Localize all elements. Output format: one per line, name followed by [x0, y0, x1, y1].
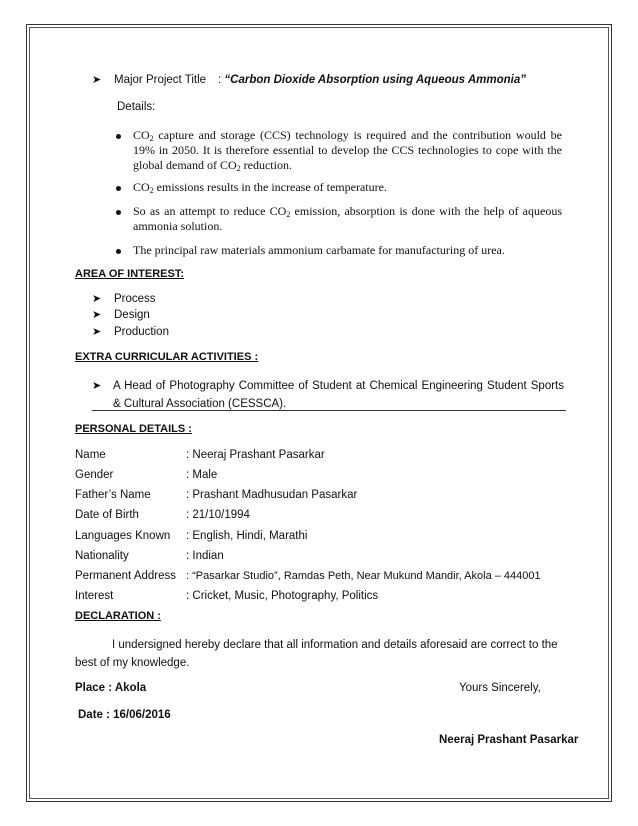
interest-item-label: Process [114, 293, 156, 305]
bullet-text: The principal raw materials ammonium carbamate for manufacturing of urea. [133, 243, 505, 257]
bullet-text: capture and storage (CCS) technology is required and the contribution would be 19% in 2050. It is therefore essential to develop the CCS technologies to cope with the global demand of CO [133, 128, 562, 172]
personal-details-heading: PERSONAL DETAILS : [75, 423, 192, 435]
bullet-icon [116, 210, 121, 215]
arrow-bullet-icon: ➤ [92, 309, 102, 321]
details-label: Details: [117, 101, 156, 113]
project-bullet-2 [117, 180, 562, 195]
bullet-text: reduction. [240, 158, 292, 172]
interest-item-label: Design [114, 309, 150, 321]
personal-value: : 21/10/1994 [186, 509, 250, 521]
area-of-interest-heading: AREA OF INTEREST: [75, 268, 184, 280]
divider [92, 410, 566, 411]
arrow-bullet-icon: ➤ [92, 380, 102, 392]
interest-item [92, 325, 169, 338]
arrow-bullet-icon: ➤ [92, 293, 102, 305]
personal-label: Gender [75, 469, 114, 481]
personal-label: Name [75, 449, 106, 461]
bullet-text: emission, absorption is done with the help of aqueous ammonia solution. [133, 204, 562, 233]
interest-item-label: Production [114, 326, 169, 338]
personal-value: : “Pasarkar Studio”, Ramdas Peth, Near Mukund Mandir, Akola – 444001 [186, 570, 541, 582]
extra-curricular-heading: EXTRA CURRICULAR ACTIVITIES : [75, 351, 259, 363]
project-bullet-3 [117, 204, 562, 234]
project-title-line [92, 73, 526, 86]
personal-label: Date of Birth [75, 509, 139, 521]
subscript: 2 [236, 164, 241, 173]
bullet-text: emissions results in the increase of temperature. [153, 180, 387, 194]
project-title-value: “Carbon Dioxide Absorption using Aqueous Ammonia” [224, 74, 526, 86]
personal-value: : Cricket, Music, Photography, Politics [186, 590, 379, 602]
arrow-bullet-icon: ➤ [92, 326, 102, 338]
personal-value: : Male [186, 469, 218, 481]
arrow-bullet-icon: ➤ [92, 74, 102, 86]
subscript: 2 [286, 210, 291, 219]
interest-item [92, 292, 156, 305]
project-title-sep: : [218, 74, 225, 86]
personal-label: Interest [75, 590, 114, 602]
bullet-text: So as an attempt to reduce CO [133, 204, 287, 218]
bullet-text: CO [133, 180, 150, 194]
extra-curricular-item [92, 377, 564, 413]
interest-item [92, 308, 150, 321]
subscript: 2 [149, 134, 154, 143]
bullet-icon [116, 186, 121, 191]
bullet-icon [116, 134, 121, 139]
personal-label: Permanent Address [75, 570, 177, 582]
date: Date : 16/06/2016 [78, 709, 171, 721]
subscript: 2 [149, 186, 154, 195]
signature: Neeraj Prashant Pasarkar [439, 734, 579, 746]
personal-label: Nationality [75, 550, 129, 562]
closing: Yours Sincerely, [459, 682, 541, 694]
bullet-icon [116, 249, 121, 254]
project-title-label: Major Project Title [114, 74, 207, 86]
personal-value: : Prashant Madhusudan Pasarkar [186, 489, 358, 501]
project-bullet-1 [117, 128, 562, 173]
personal-value: : English, Hindi, Marathi [186, 530, 308, 542]
personal-label: Languages Known [75, 530, 171, 542]
extra-curricular-text: A Head of Photography Committee of Student at Chemical Engineering Student Sports & Cultural Association (CESSCA). [113, 380, 564, 410]
personal-value: : Indian [186, 550, 224, 562]
declaration-heading: DECLARATION : [75, 610, 161, 622]
place: Place : Akola [75, 682, 147, 694]
declaration-text: I undersigned hereby declare that all information and details aforesaid are correct to the best of my knowledge. [75, 639, 558, 669]
personal-value: : Neeraj Prashant Pasarkar [186, 449, 325, 461]
personal-label: Father’s Name [75, 489, 151, 501]
bullet-text: CO [133, 128, 150, 142]
project-bullet-4 [117, 243, 562, 258]
